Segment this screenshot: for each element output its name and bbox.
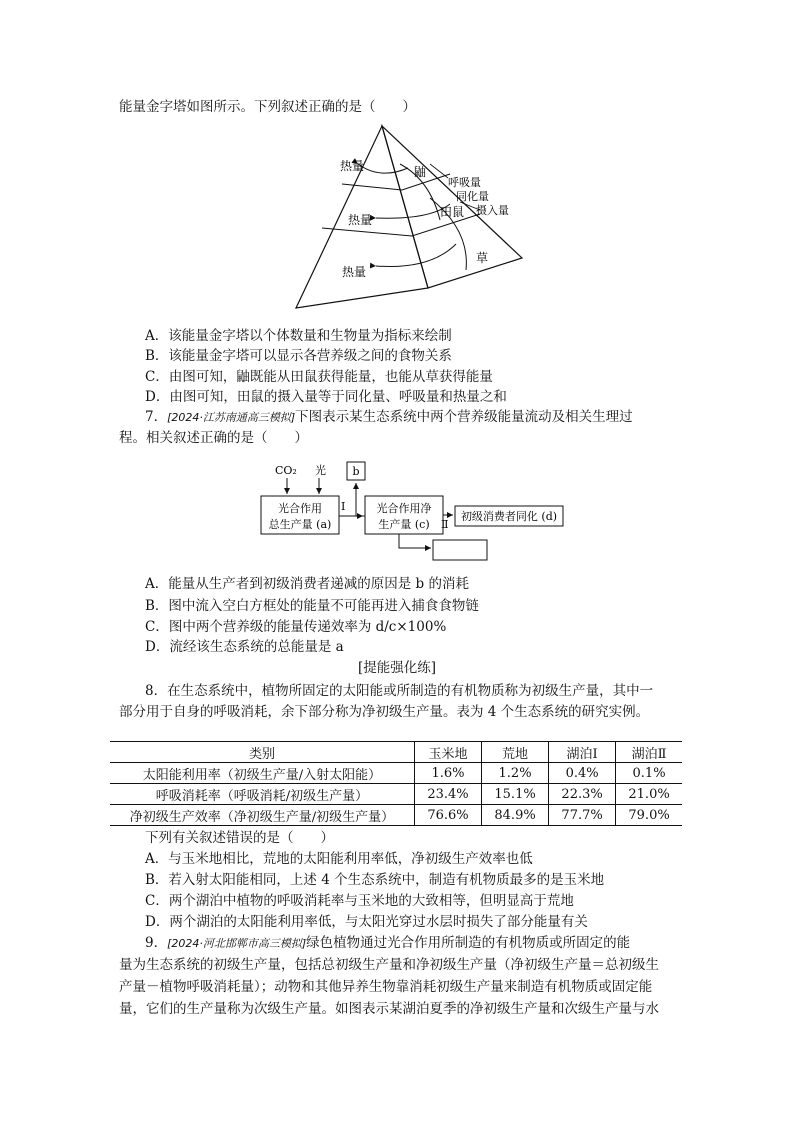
box-d-label: 初级消费者同化 (d) — [460, 510, 558, 523]
table-cell: 1.2% — [482, 763, 549, 784]
box-b-label: b — [352, 465, 360, 478]
fig6-label-grass: 草 — [476, 251, 489, 265]
q7-option-d: D．流经该生态系统的总能量是 a — [145, 639, 344, 655]
table-cell: 净初级生产效率（净初级生产量/初级生产量） — [110, 805, 415, 826]
table-cell: 15.1% — [482, 784, 549, 805]
q9-line1 — [145, 934, 630, 953]
box-a-line2: 总生产量 (a) — [268, 518, 332, 531]
q8-stem-line2: 部分用于自身的呼吸消耗，余下部分称为净初级生产量。表为 4 个生态系统的研究实例。 — [119, 704, 650, 720]
table-header-cell: 湖泊Ⅱ — [616, 742, 682, 763]
table-header-cell: 玉米地 — [415, 742, 482, 763]
fig6-label-assimilation: 同化量 — [456, 190, 489, 203]
fig7-roman-1: Ⅰ — [341, 500, 346, 513]
q7-stem-line2: 程。相关叙述正确的是（ ） — [119, 430, 308, 446]
energy-pyramid-figure — [280, 120, 540, 320]
table-cell: 0.1% — [616, 763, 682, 784]
q7-stem-text: 下图表示某生态系统中两个营养级能量流动及相关生理过 — [295, 409, 633, 425]
table-cell: 76.6% — [415, 805, 482, 826]
q8-option-a: A．与玉米地相比，荒地的太阳能利用率低，净初级生产效率也低 — [145, 851, 533, 867]
table-cell: 1.6% — [415, 763, 482, 784]
q6-option-d: D．由图可知，田鼠的摄入量等于同化量、呼吸量和热量之和 — [145, 389, 507, 405]
q7-number: 7． — [145, 409, 168, 425]
q7-option-b: B．图中流入空白方框处的能量不可能再进入捕食食物链 — [145, 598, 479, 614]
q7-stem-line1 — [145, 408, 633, 427]
table-row — [110, 784, 682, 805]
table-cell: 77.7% — [549, 805, 616, 826]
fig7-light-label: 光 — [315, 464, 326, 477]
arrow-to-blank — [399, 534, 431, 548]
fig6-label-respiration: 呼吸量 — [448, 176, 481, 189]
table-row — [110, 805, 682, 826]
energy-flow-figure — [255, 458, 565, 568]
q8-stem-line1: 8．在生态系统中，植物所固定的太阳能或所制造的有机物质称为初级生产量，其中一 — [145, 683, 654, 699]
fig6-label-weasel: 鼬 — [414, 165, 427, 179]
table-cell: 79.0% — [616, 805, 682, 826]
table-row — [110, 763, 682, 784]
q6-stem: 能量金字塔如图所示。下列叙述正确的是（ ） — [119, 99, 416, 115]
leader-line-1 — [430, 164, 448, 178]
blank-box — [433, 540, 487, 560]
q9-line1-text: 绿色植物通过光合作用所制造的有机物质或所固定的能 — [306, 935, 631, 951]
q9-source: [2024·河北邯郸市高三模拟] — [167, 937, 307, 950]
box-a-line1: 光合作用 — [278, 502, 322, 515]
q6-option-b: B．该能量金字塔可以显示各营养级之间的食物关系 — [145, 348, 452, 364]
q8-option-c: C．两个湖泊中植物的呼吸消耗率与玉米地的大致相等，但明显高于荒地 — [145, 893, 574, 909]
fig7-roman-2: Ⅱ — [441, 518, 449, 531]
q6-option-a: A．该能量金字塔以个体数量和生物量为指标来绘制 — [145, 328, 452, 344]
table-cell: 22.3% — [549, 784, 616, 805]
q9-line4: 量，它们的生产量称为次级生产量。如图表示某湖泊夏季的净初级生产量和次级生产量与水 — [119, 1001, 659, 1017]
q9-line2: 量为生态系统的初级生产量，包括总初级生产量和净初级生产量（净初级生产量＝总初级生 — [119, 957, 659, 973]
table-cell: 呼吸消耗率（呼吸消耗/初级生产量） — [110, 784, 415, 805]
table-header-cell: 类别 — [110, 742, 415, 763]
q8-option-b: B．若入射太阳能相同，上述 4 个生态系统中，制造有机物质最多的是玉米地 — [145, 872, 605, 888]
box-c-line1: 光合作用净 — [376, 502, 432, 515]
box-c-line2: 生产量 (c) — [378, 518, 430, 531]
fig6-label-intake: 摄入量 — [476, 204, 509, 217]
q8-data-table — [110, 741, 682, 826]
fig6-label-vole: 田鼠 — [440, 205, 465, 219]
q7-option-a: A．能量从生产者到初级消费者递减的原因是 b 的消耗 — [145, 576, 469, 592]
fig6-label-heat-1: 热量 — [340, 159, 365, 173]
fig7-co2-label: CO₂ — [275, 464, 297, 477]
q6-option-c: C．由图可知，鼬既能从田鼠获得能量，也能从草获得能量 — [145, 369, 493, 385]
table-header-cell: 荒地 — [482, 742, 549, 763]
q7-source: [2024·江苏南通高三模拟] — [167, 411, 296, 424]
fig6-label-heat-3: 热量 — [342, 265, 367, 279]
q7-option-c: C．图中两个营养级的能量传递效率为 d/c×100% — [145, 619, 447, 635]
q8-question: 下列有关叙述错误的是（ ） — [145, 830, 334, 846]
table-header-cell: 湖泊Ⅰ — [549, 742, 616, 763]
table-header-row — [110, 742, 682, 763]
table-cell: 21.0% — [616, 784, 682, 805]
q8-option-d: D．两个湖泊的太阳能利用率低，与太阳光穿过水层时损失了部分能量有关 — [145, 914, 588, 930]
table-cell: 0.4% — [549, 763, 616, 784]
heat-arrow-1 — [358, 164, 408, 173]
table-cell: 84.9% — [482, 805, 549, 826]
fig6-label-heat-2: 热量 — [348, 213, 373, 227]
section-title: [提能强化练] — [357, 660, 437, 676]
q9-number: 9． — [145, 935, 168, 951]
table-cell: 太阳能利用率（初级生产量/入射太阳能） — [110, 763, 415, 784]
table-cell: 23.4% — [415, 784, 482, 805]
q9-line3: 产量－植物呼吸消耗量）；动物和其他异养生物靠消耗初级生产量来制造有机物质或固定能 — [119, 979, 653, 995]
